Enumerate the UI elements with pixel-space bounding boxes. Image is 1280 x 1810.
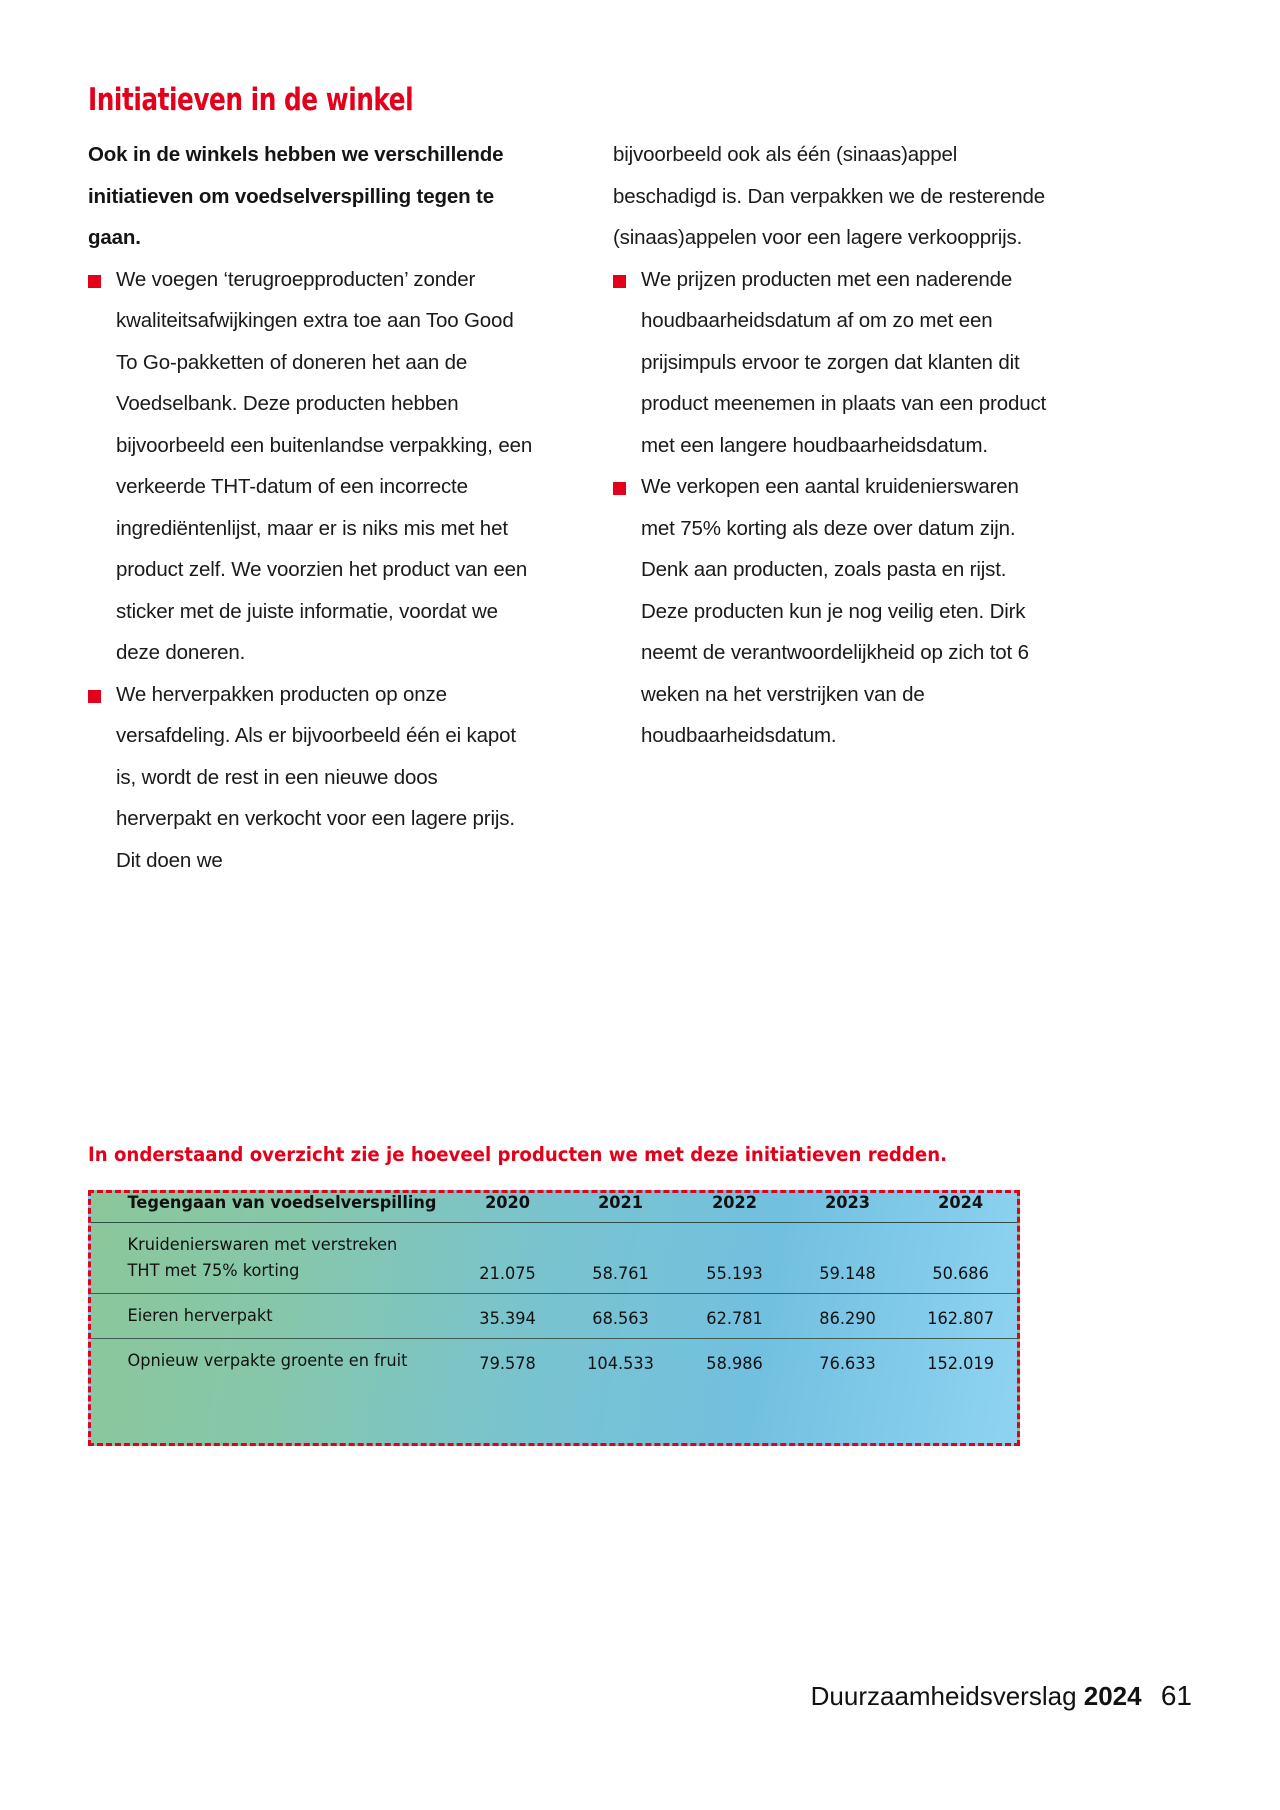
cell-2021: 58.761: [567, 1223, 674, 1294]
row-label: Eieren herverpakt: [100, 1294, 442, 1339]
column-header-2024: 2024: [907, 1193, 1015, 1223]
list-item-text: We verkopen een aantal kruidenierswaren met 75% korting als deze over datum zijn. Denk aan producten, zoals pasta en rijst. Deze producten kun je nog veilig eten. Dirk neemt de verantwoordelijkheid op zich tot 6 weken na het verstrijken van de houdbaarheidsdatum.: [641, 475, 1029, 747]
square-bullet-icon: [88, 275, 101, 288]
row-label-line1: Kruidenierswaren met verstreken: [127, 1235, 398, 1255]
cell-2022: 58.986: [705, 1354, 763, 1374]
cell-2020: 79.578: [479, 1354, 537, 1374]
column-header-label: Tegengaan van voedselverspilling: [100, 1193, 442, 1223]
lead-paragraph: Ook in de winkels hebben we verschillende initiatieven om voedselverspilling tegen te gaan.: [88, 143, 504, 249]
list-item: [88, 674, 536, 882]
column-header-2020: 2020: [454, 1193, 561, 1223]
cell-2023: 59.148: [794, 1223, 901, 1294]
data-table-container: [88, 1190, 1020, 1446]
list-item: [613, 466, 1051, 757]
footer-page-number: 61: [1160, 1680, 1192, 1711]
cell-2023: 76.633: [819, 1354, 876, 1374]
square-bullet-icon: [613, 482, 626, 495]
list-item: [88, 259, 536, 674]
cell-2021: 68.563: [567, 1294, 674, 1339]
cell-2020: 21.075: [454, 1223, 561, 1294]
list-item-text: We voegen ‘terugroepproducten’ zonder kwaliteitsafwijkingen extra toe aan Too Good To Go-pakketten of doneren het aan de Voedselbank. Deze producten hebben bijvoorbeeld een buitenlandse verpakking, een verkeerde THT-datum of een incorrecte ingrediëntenlijst, maar er is niks mis met het product zelf. We voorzien het product van een sticker met de juiste informatie, voordat we deze doneren.: [116, 267, 533, 664]
column-header-2022: 2022: [680, 1193, 787, 1223]
food-waste-table: [91, 1193, 1017, 1383]
cell-2023: 86.290: [794, 1294, 901, 1339]
list-item-text: We prijzen producten met een naderende houdbaarheidsdatum af om zo met een prijsimpuls ervoor te zorgen dat klanten dit product meenemen in plaats van een product met een langere houdbaarheidsdatum.: [641, 267, 1047, 457]
left-bullet-list: [88, 259, 536, 882]
table-row: [91, 1223, 1017, 1294]
cell-2024: 162.807: [907, 1294, 1015, 1339]
cell-2022: 55.193: [680, 1223, 787, 1294]
column-header-2021: 2021: [567, 1193, 674, 1223]
column-header-2023: 2023: [794, 1193, 901, 1223]
table-row: [91, 1339, 1017, 1384]
table-row: [91, 1294, 1017, 1339]
cell-2024: 50.686: [907, 1223, 1015, 1294]
page-title: Initiatieven in de winkel: [88, 82, 414, 118]
page-footer: [811, 1680, 1192, 1712]
square-bullet-icon: [613, 275, 626, 288]
right-bullet-list: [613, 259, 1051, 757]
table-caption: In onderstaand overzicht zie je hoeveel producten we met deze initiatieven redden.: [88, 1143, 948, 1166]
table-body: [91, 1223, 1017, 1384]
cell-2022: 62.781: [680, 1294, 787, 1339]
continuation-paragraph: bijvoorbeeld ook als één (sinaas)appel beschadigd is. Dan verpakken we de resterende (sinaas)appelen voor een lagere verkoopprijs.: [613, 143, 1045, 249]
cell-2020: 35.394: [454, 1294, 561, 1339]
list-item: [613, 259, 1051, 467]
square-bullet-icon: [88, 690, 101, 703]
footer-year: 2024: [1083, 1681, 1142, 1711]
cell-2021: 104.533: [587, 1354, 655, 1374]
row-label: [100, 1223, 442, 1294]
table-header: [91, 1193, 1017, 1223]
list-item-text: We herverpakken producten op onze versafdeling. Als er bijvoorbeeld één ei kapot is, wordt de rest in een nieuwe doos herverpakt en verkocht voor een lagere prijs. Dit doen we: [116, 682, 516, 872]
cell-2024: 152.019: [927, 1354, 994, 1374]
row-label-line2: THT met 75% korting: [127, 1261, 300, 1281]
table-header-row: [91, 1193, 1017, 1223]
footer-report-name: Duurzaamheidsverslag: [810, 1681, 1077, 1711]
left-column: [88, 134, 536, 881]
row-label: Opnieuw verpakte groente en fruit: [127, 1351, 408, 1371]
right-column: [613, 134, 1051, 757]
